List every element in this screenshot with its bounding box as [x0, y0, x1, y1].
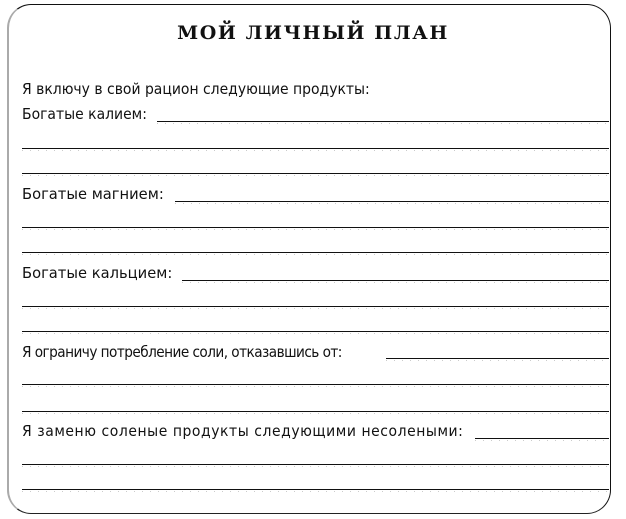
- label-potassium: Богатые калием:: [22, 105, 147, 123]
- input-line-salt-1[interactable]: [386, 358, 609, 359]
- input-line-potassium-3[interactable]: [22, 173, 609, 174]
- input-line-calcium-1[interactable]: [182, 280, 609, 281]
- input-line-calcium-3[interactable]: [22, 331, 609, 332]
- label-salt: Я ограничу потребление соли, отказавшись от:: [22, 343, 342, 361]
- page-title: МОЙ ЛИЧНЫЙ ПЛАН: [177, 22, 449, 44]
- label-calcium: Богатые кальцием:: [22, 264, 173, 282]
- input-line-calcium-2[interactable]: [22, 306, 609, 307]
- intro-text: Я включу в свой рацион следующие продукты:: [22, 80, 370, 98]
- input-line-magnesium-3[interactable]: [22, 252, 609, 253]
- input-line-salt-3[interactable]: [22, 411, 609, 412]
- input-line-magnesium-1[interactable]: [175, 201, 609, 202]
- input-line-potassium-1[interactable]: [157, 121, 609, 122]
- input-line-replace-2[interactable]: [22, 464, 609, 465]
- input-line-replace-3[interactable]: [22, 489, 609, 490]
- input-line-magnesium-2[interactable]: [22, 227, 609, 228]
- input-line-potassium-2[interactable]: [22, 148, 609, 149]
- label-replace: Я заменю соленые продукты следующими несолеными:: [22, 422, 464, 440]
- label-magnesium: Богатые магнием:: [22, 185, 164, 203]
- input-line-salt-2[interactable]: [22, 384, 609, 385]
- input-line-replace-1[interactable]: [475, 438, 609, 439]
